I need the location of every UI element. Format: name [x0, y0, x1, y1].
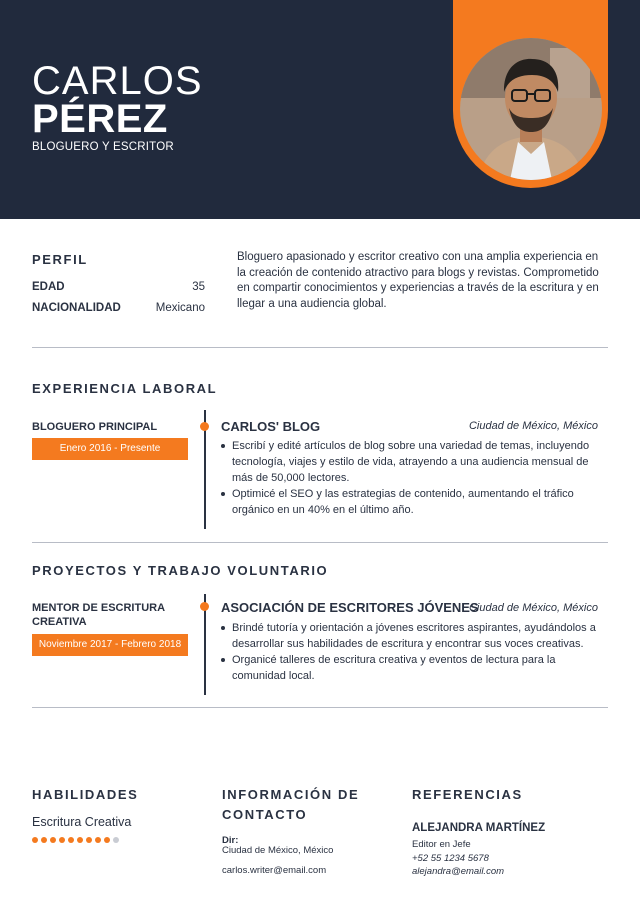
contact-heading: INFORMACIÓN DE CONTACTO — [222, 787, 360, 822]
experience-bullets — [221, 438, 611, 518]
projects-org: ASOCIACIÓN DE ESCRITORES JÓVENES — [221, 600, 479, 615]
projects-heading: PROYECTOS Y TRABAJO VOLUNTARIO — [32, 563, 329, 578]
reference-phone: +52 55 1234 5678 — [412, 853, 489, 864]
profile-heading: PERFIL — [32, 252, 88, 267]
nationality-value: Mexicano — [155, 302, 205, 314]
skill-name: Escritura Creativa — [32, 815, 132, 829]
list-item: Escribí y edité artículos de blog sobre una variedad de temas, incluyendo tecnología, viajes y estilo de vida, atrayendo a una audiencia mensual de más de 50,000 lectores. — [221, 438, 611, 486]
age-value: 35 — [192, 281, 205, 293]
skill-dot-filled — [50, 837, 56, 843]
skill-level-dots — [32, 837, 119, 843]
references-heading: REFERENCIAS — [412, 787, 523, 802]
profile-summary: Bloguero apasionado y escritor creativo con una amplia experiencia en la creación de contenido atractivo para blogs y revistas. Comprometido en compartir conocimientos y experiencias a través de la escritura y en llegar a una audiencia global. — [237, 251, 599, 310]
address-value: Ciudad de México, México — [222, 845, 334, 856]
experience-role: BLOGUERO PRINCIPAL — [32, 421, 158, 433]
skill-dot-filled — [86, 837, 92, 843]
experience-date-badge: Enero 2016 - Presente — [32, 438, 188, 460]
contact-email[interactable]: carlos.writer@email.com — [222, 865, 327, 876]
projects-bullets — [221, 620, 611, 684]
nationality-label: NACIONALIDAD — [32, 302, 121, 314]
skill-dot-filled — [95, 837, 101, 843]
divider — [32, 347, 608, 348]
list-item: Optimicé el SEO y las estrategias de contenido, aumentando el tráfico orgánico en un 40% en el último año. — [221, 486, 611, 518]
skill-dot-filled — [32, 837, 38, 843]
list-item: Brindé tutoría y orientación a jóvenes escritores aspirantes, ayudándolos a desarrollar sus habilidades de escritura y encontrar sus voces creativas. — [221, 620, 611, 652]
reference-email[interactable]: alejandra@email.com — [412, 866, 505, 877]
projects-location: Ciudad de México, México — [468, 602, 598, 614]
skills-heading: HABILIDADES — [32, 787, 139, 802]
timeline-dot — [200, 422, 209, 431]
first-name: CARLOS — [32, 59, 203, 103]
address-label: Dir: — [222, 835, 239, 846]
projects-role: MENTOR DE ESCRITURA CREATIVA — [32, 602, 165, 628]
job-subtitle: BLOGUERO Y ESCRITOR — [32, 141, 174, 153]
age-label: EDAD — [32, 281, 65, 293]
skill-dot-filled — [104, 837, 110, 843]
skill-dot-empty — [113, 837, 119, 843]
divider — [32, 707, 608, 708]
experience-heading: EXPERIENCIA LABORAL — [32, 381, 218, 396]
reference-role: Editor en Jefe — [412, 839, 471, 850]
skill-dot-filled — [77, 837, 83, 843]
skill-dot-filled — [41, 837, 47, 843]
list-item: Organicé talleres de escritura creativa y eventos de lectura para la comunidad local. — [221, 652, 611, 684]
timeline-dot — [200, 602, 209, 611]
last-name: PÉREZ — [32, 97, 168, 141]
reference-name: ALEJANDRA MARTÍNEZ — [412, 822, 546, 834]
experience-location: Ciudad de México, México — [468, 420, 598, 432]
experience-org: CARLOS' BLOG — [221, 419, 321, 434]
skill-dot-filled — [68, 837, 74, 843]
projects-date-badge: Noviembre 2017 - Febrero 2018 — [32, 634, 188, 656]
divider — [32, 542, 608, 543]
skill-dot-filled — [59, 837, 65, 843]
profile-photo — [460, 38, 602, 180]
